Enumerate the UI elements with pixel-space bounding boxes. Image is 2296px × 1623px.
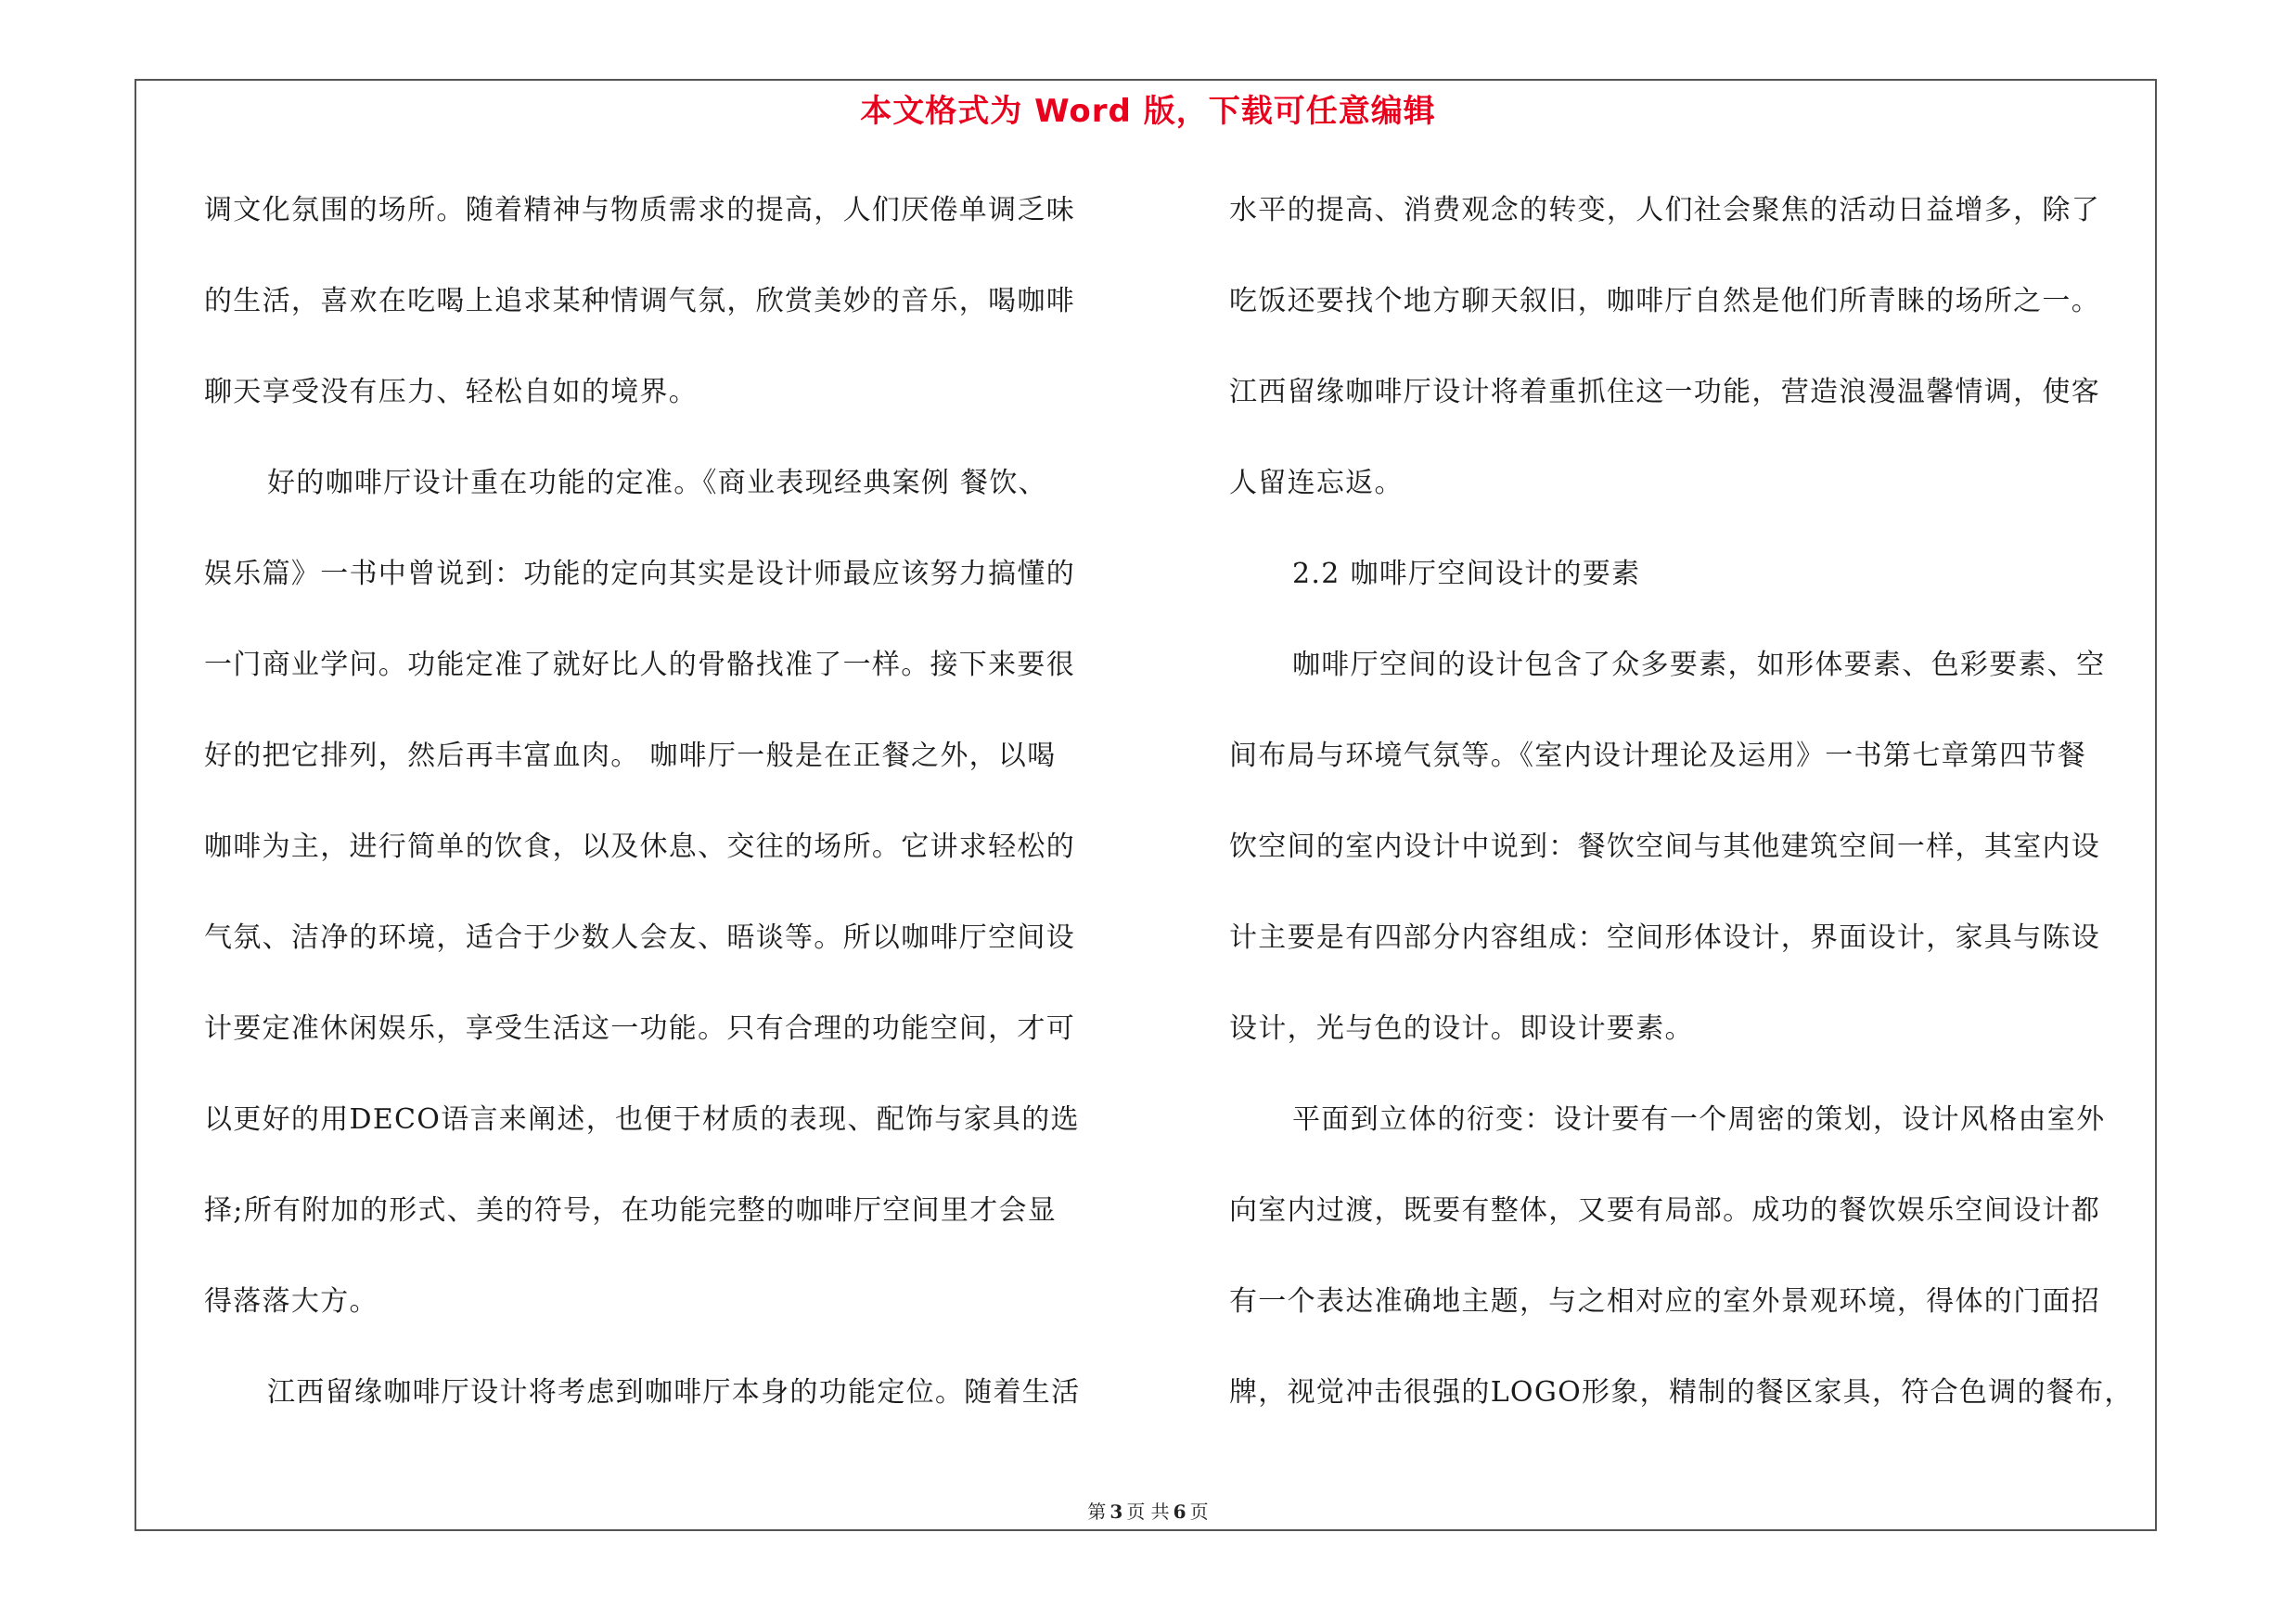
text-line: 好的把它排列，然后再丰富血肉。 咖啡厅一般是在正餐之外，以喝 <box>204 740 1057 772</box>
text-line: 平面到立体的衍变：设计要有一个周密的策划，设计风格由室外 <box>1292 1103 2106 1136</box>
text-line: 人留连忘返。 <box>1229 467 1404 499</box>
text-line: 咖啡厅空间的设计包含了众多要素，如形体要素、色彩要素、空 <box>1292 649 2106 681</box>
page-footer <box>0 1497 2296 1524</box>
text-line: 江西留缘咖啡厅设计将考虑到咖啡厅本身的功能定位。随着生活 <box>267 1376 1081 1409</box>
text-line: 水平的提高、消费观念的转变，人们社会聚焦的活动日益增多，除了 <box>1229 194 2100 226</box>
text-line: 向室内过渡，既要有整体，又要有局部。成功的餐饮娱乐空间设计都 <box>1229 1194 2100 1227</box>
text-line: 咖啡为主，进行简单的饮食，以及休息、交往的场所。它讲求轻松的 <box>204 831 1075 863</box>
text-line: 江西留缘咖啡厅设计将着重抓住这一功能，营造浪漫温馨情调，使客 <box>1229 376 2100 408</box>
left-text-column <box>204 184 1132 1457</box>
text-line: 牌，视觉冲击很强的LOGO形象，精制的餐区家具，符合色调的餐布， <box>1229 1376 2134 1409</box>
current-page-number: 3 <box>1110 1501 1123 1523</box>
text-line: 吃饭还要找个地方聊天叙旧，咖啡厅自然是他们所青睐的场所之一。 <box>1229 285 2100 317</box>
text-line: 设计，光与色的设计。即设计要素。 <box>1229 1012 1694 1045</box>
text-line: 以更好的用DECO语言来阐述，也便于材质的表现、配饰与家具的选 <box>204 1103 1080 1136</box>
text-line: 得落落大方。 <box>204 1285 378 1318</box>
format-banner: 本文格式为 Word 版，下载可任意编辑 <box>860 93 1436 130</box>
text-line: 有一个表达准确地主题，与之相对应的室外景观环境，得体的门面招 <box>1229 1285 2100 1318</box>
text-line: 聊天享受没有压力、轻松自如的境界。 <box>204 376 699 408</box>
text-line: 饮空间的室内设计中说到：餐饮空间与其他建筑空间一样，其室内设 <box>1229 831 2100 863</box>
text-line: 2.2 咖啡厅空间设计的要素 <box>1292 558 1641 590</box>
total-page-count: 6 <box>1173 1501 1186 1523</box>
text-line: 计主要是有四部分内容组成：空间形体设计，界面设计，家具与陈设 <box>1229 921 2100 954</box>
text-line: 间布局与环境气氛等。《室内设计理论及运用》一书第七章第四节餐 <box>1229 740 2086 772</box>
right-text-column <box>1229 184 2157 1457</box>
text-line: 一门商业学问。功能定准了就好比人的骨骼找准了一样。接下来要很 <box>204 649 1075 681</box>
text-line: 计要定准休闲娱乐，享受生活这一功能。只有合理的功能空间，才可 <box>204 1012 1075 1045</box>
footer-middle: 页 共 <box>1126 1501 1170 1523</box>
text-line: 调文化氛围的场所。随着精神与物质需求的提高，人们厌倦单调乏味 <box>204 194 1075 226</box>
text-line: 择;所有附加的形式、美的符号，在功能完整的咖啡厅空间里才会显 <box>204 1194 1058 1227</box>
text-line: 娱乐篇》一书中曾说到：功能的定向其实是设计师最应该努力搞懂的 <box>204 558 1075 590</box>
footer-suffix: 页 <box>1189 1501 1209 1523</box>
footer-prefix: 第 <box>1087 1501 1107 1523</box>
text-line: 的生活，喜欢在吃喝上追求某种情调气氛，欣赏美妙的音乐，喝咖啡 <box>204 285 1075 317</box>
text-line: 气氛、洁净的环境，适合于少数人会友、晤谈等。所以咖啡厅空间设 <box>204 921 1075 954</box>
text-line: 好的咖啡厅设计重在功能的定准。《商业表现经典案例 餐饮、 <box>267 467 1047 499</box>
